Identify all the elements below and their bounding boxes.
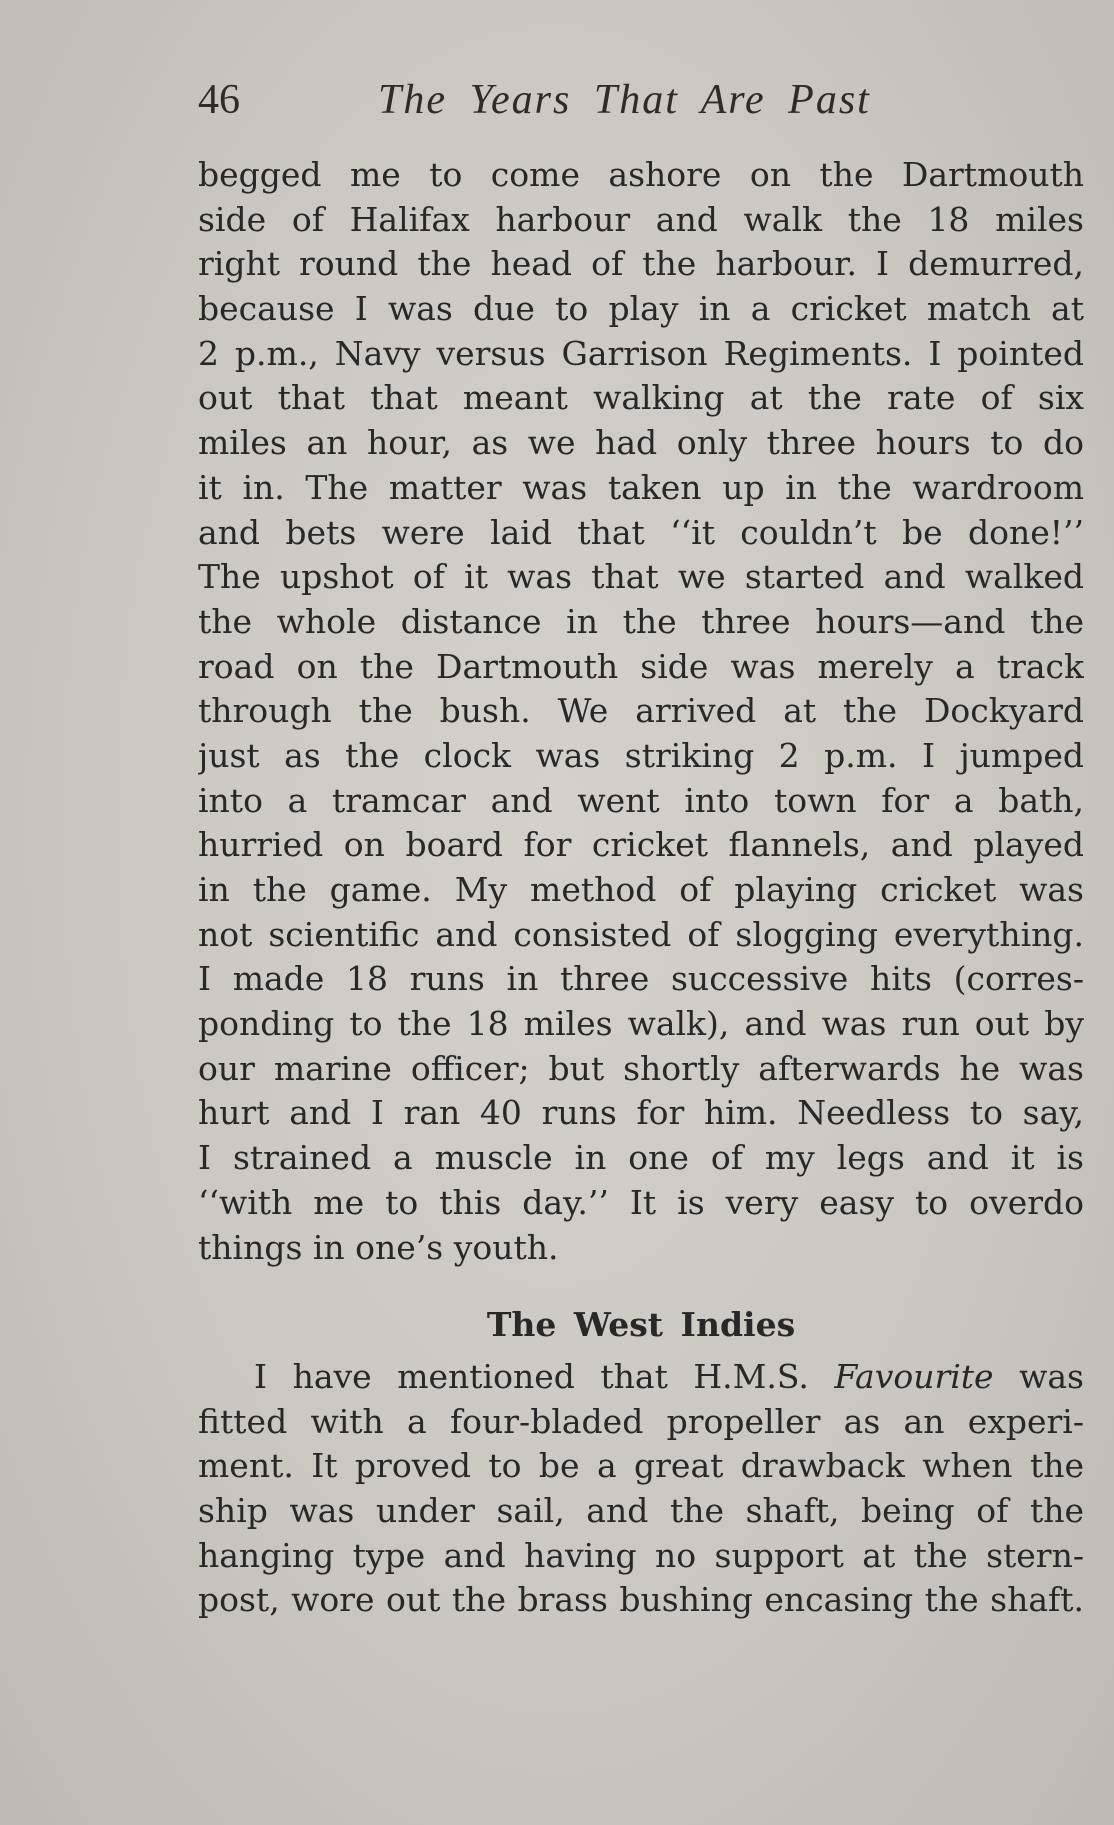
paragraph-1	[198, 153, 1084, 1270]
page-number: 46	[198, 77, 240, 123]
text-line: hurried on board for cricket flannels, and played	[198, 825, 1084, 865]
section-heading: The West Indies	[486, 1305, 796, 1344]
text-line: I made 18 runs in three successive hits (corres-	[198, 959, 1084, 999]
text-line: hanging type and having no support at the stern-	[198, 1535, 1084, 1575]
text-line: ment. It proved to be a great drawback when the	[198, 1446, 1084, 1486]
text-line: right round the head of the harbour. I demurred,	[198, 244, 1084, 284]
text-line: 2 p.m., Navy versus Garrison Regiments. I pointed	[198, 333, 1084, 373]
text-line: it in. The matter was taken up in the wardroom	[198, 467, 1084, 507]
text-line: out that that meant walking at the rate of six	[198, 378, 1084, 418]
paragraph-2	[198, 1355, 1084, 1623]
text-line: I strained a muscle in one of my legs and it is	[198, 1138, 1084, 1178]
text-line: begged me to come ashore on the Dartmouth	[198, 155, 1084, 194]
text-line: fitted with a four-bladed propeller as an experi-	[198, 1401, 1084, 1441]
text-line: the whole distance in the three hours—and the	[198, 601, 1084, 641]
text-line: side of Halifax harbour and walk the 18 miles	[198, 199, 1084, 239]
text-fragment: I have mentioned that H.M.S.	[254, 1357, 809, 1396]
text-line: things in one’s youth.	[198, 1227, 559, 1267]
text-line: post, wore out the brass bushing encasing the shaft.	[198, 1580, 1084, 1620]
text-line: and bets were laid that ‘‘it couldn’t be done!’’	[198, 512, 1084, 552]
text-line: ‘‘with me to this day.’’ It is very easy to overdo	[198, 1182, 1084, 1222]
text-line: ponding to the 18 miles walk), and was run out by	[198, 1004, 1084, 1044]
text-line: through the bush. We arrived at the Dockyard	[198, 691, 1084, 731]
text-line: because I was due to play in a cricket match at	[198, 289, 1084, 329]
ship-name: Favourite	[834, 1357, 994, 1396]
text-line: hurt and I ran 40 runs for him. Needless to say,	[198, 1093, 1084, 1133]
text-line-first	[198, 1355, 1084, 1400]
text-line: our marine officer; but shortly afterwards he was	[198, 1048, 1084, 1088]
text-line: in the game. My method of playing cricket was	[198, 870, 1084, 909]
text-line: not scientific and consisted of slogging everything.	[198, 914, 1084, 954]
text-line: road on the Dartmouth side was merely a track	[198, 646, 1084, 686]
text-line: The upshot of it was that we started and walked	[198, 557, 1084, 597]
text-line: into a tramcar and went into town for a bath,	[198, 780, 1084, 820]
text-line: ship was under sail, and the shaft, being of the	[198, 1491, 1084, 1531]
text-line: just as the clock was striking 2 p.m. I jumped	[198, 735, 1084, 775]
text-fragment: was	[1019, 1357, 1084, 1396]
running-title: The Years That Are Past	[378, 77, 871, 123]
page-header	[198, 70, 1084, 130]
text-line: miles an hour, as we had only three hours to do	[198, 423, 1084, 463]
